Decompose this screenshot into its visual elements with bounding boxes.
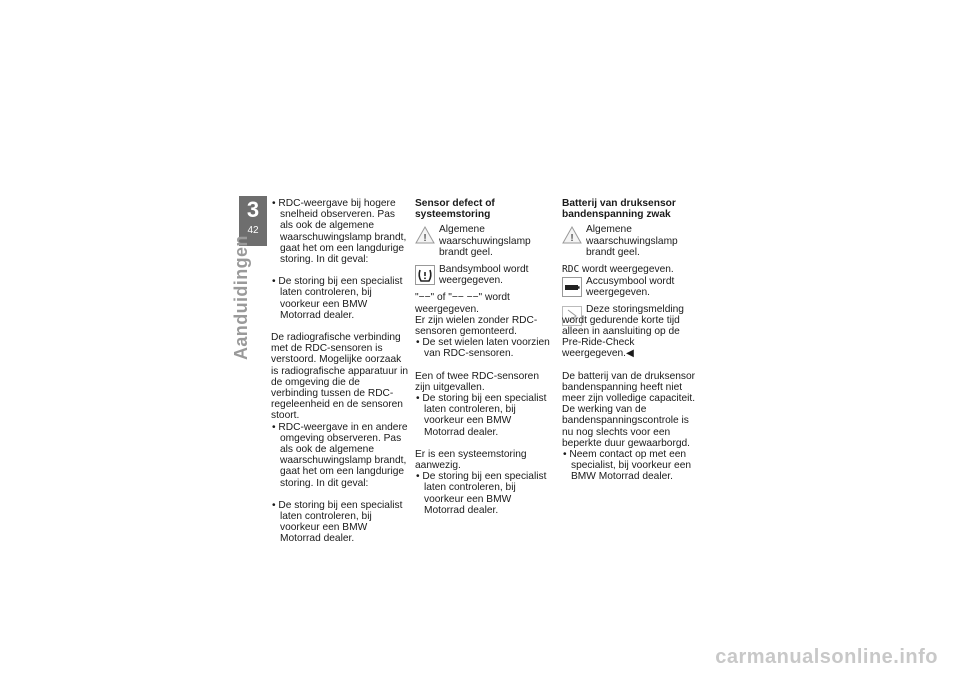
paragraph: De radiografische verbinding met de RDC-sensoren is verstoord. Mogelijke oorzaak is radiografische apparatuur in de omgeving die de verbinding tussen de RDC-regeleenheid en de sensoren stoort.: [271, 332, 409, 422]
paragraph: Er is een systeemstoring aanwezig.: [415, 448, 527, 472]
list-item: • Neem contact op met een specialist, bij voorkeur een BMW Motorrad dealer.: [562, 449, 700, 483]
list-item: • De storing bij een specialist laten controleren, bij voorkeur een BMW Motorrad dealer.: [415, 393, 553, 438]
list-item: • RDC-weergave in en andere omgeving observeren. Pas als ook de algemene waarschuwingslamp brandt, gaat het om een langdurige storing. In dit geval:: [271, 422, 409, 489]
column-1: [271, 198, 409, 556]
list-item: • De storing bij een specialist laten controleren, bij voorkeur een BMW Motorrad dealer.: [271, 500, 409, 545]
symbol-text: Algemene waarschuwingslamp brandt geel.: [586, 224, 678, 258]
paragraph: De batterij van de druksensor bandenspanning heeft niet meer zijn volledige capaciteit. De werking van de bandenspanningscontrole is nu nog slechts voor een beperkte duur gewaarborgd.: [562, 370, 696, 449]
warning-triangle-icon: [562, 225, 582, 245]
svg-text:!: !: [423, 233, 427, 245]
chapter-side-label: Aanduidingen: [231, 235, 251, 360]
list-item: • De storing bij een specialist laten controleren, bij voorkeur een BMW Motorrad dealer.: [271, 276, 409, 321]
rdc-line: [562, 264, 700, 275]
section-heading: Batterij van druksensor bandenspanning zwak: [562, 198, 676, 221]
rdc-label: RDC: [562, 264, 580, 276]
page-number: 42: [247, 225, 259, 236]
svg-text:!: !: [570, 233, 574, 245]
symbol-text: Algemene waarschuwingslamp brandt geel.: [439, 224, 531, 258]
warning-triangle-icon: [415, 225, 435, 245]
symbol-row: [562, 276, 700, 298]
watermark: carmanualsonline.info: [715, 646, 938, 668]
section-heading: Sensor defect of systeemstoring: [415, 198, 495, 221]
symbol-row: [415, 264, 553, 286]
paragraph: Er zijn wielen zonder RDC-sensoren gemonteerd.: [415, 314, 538, 338]
paragraph: "−−" of "−− −−" wordt weergegeven.: [415, 292, 510, 315]
symbol-row: [415, 224, 553, 258]
symbol-row: [562, 224, 700, 258]
tire-pressure-icon: [415, 265, 435, 285]
chapter-number: 3: [246, 197, 260, 222]
paragraph: Een of twee RDC-sensoren zijn uitgevallen.: [415, 370, 540, 393]
list-item: • De set wielen laten voorzien van RDC-sensoren.: [415, 337, 553, 359]
list-item: • De storing bij een specialist laten controleren, bij voorkeur een BMW Motorrad dealer.: [415, 471, 553, 516]
symbol-text: Bandsymbool wordt weergegeven.: [439, 264, 529, 287]
paragraph: Deze storingsmelding wordt gedurende korte tijd alleen in aansluiting op de Pre-Ride-Check weergegeven.◀: [562, 303, 684, 360]
battery-icon: [562, 277, 582, 297]
column-2: [415, 198, 553, 527]
column-3: [562, 198, 700, 494]
list-item: • RDC-weergave bij hogere snelheid observeren. Pas als ook de algemene waarschuwingslamp brandt, gaat het om een langdurige storing. In dit geval:: [271, 198, 409, 265]
symbol-text: Accusymbool wordt weergegeven.: [586, 276, 675, 299]
rdc-text: wordt weergegeven.: [579, 264, 674, 276]
